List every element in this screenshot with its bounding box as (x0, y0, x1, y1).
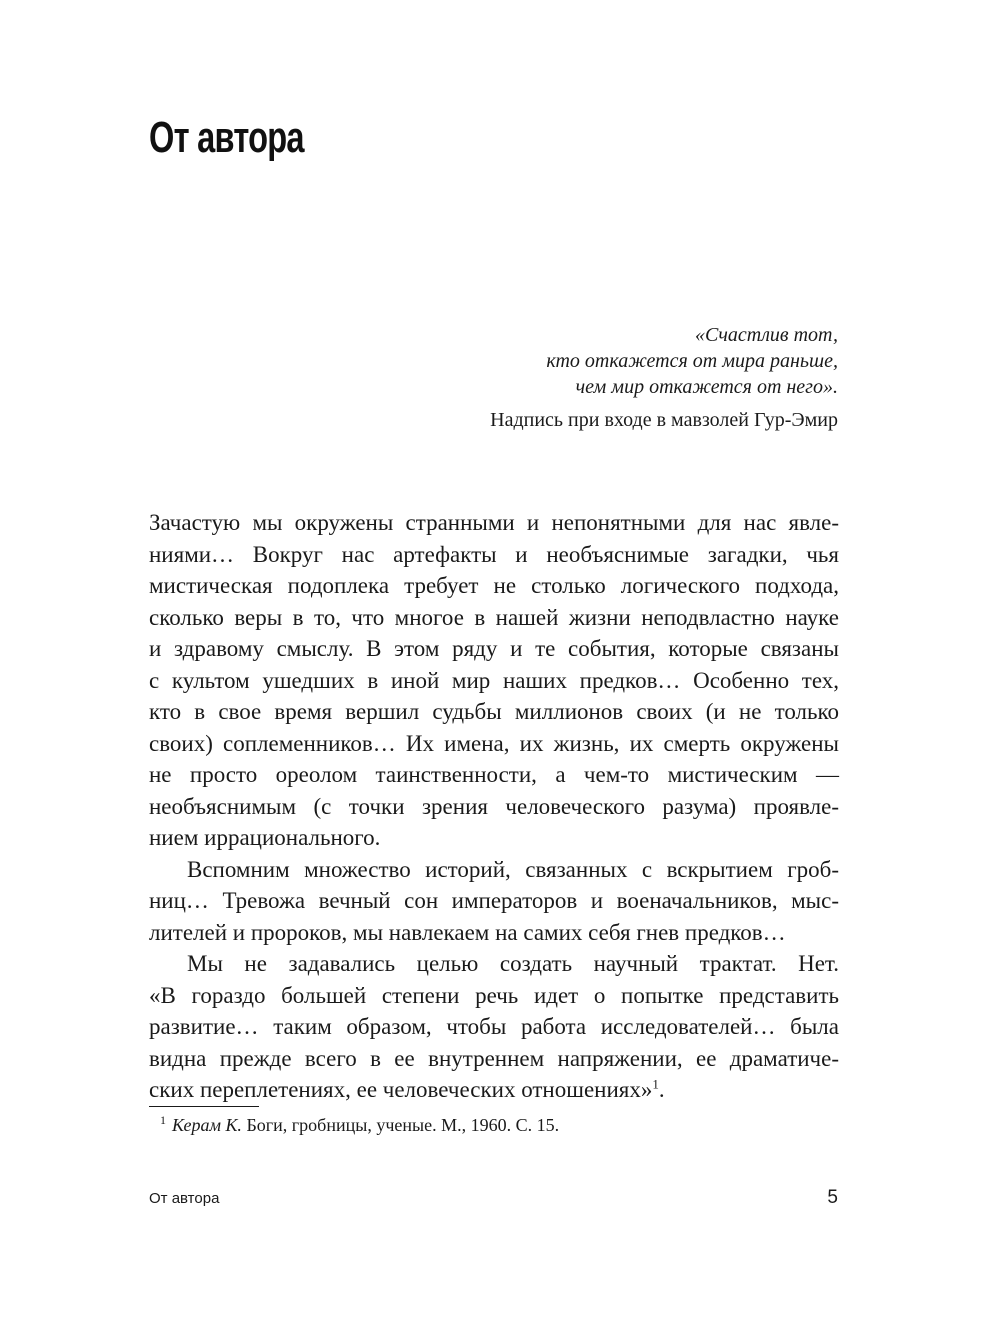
body-line: и здравому смыслу. В этом ряду и те события, которые связаны (149, 636, 839, 661)
body-line: с культом ушедших в иной мир наших предков… Особенно тех, (149, 667, 839, 693)
body-line: ниц… Тревожа вечный сон императоров и военачальников, мыс- (149, 888, 839, 913)
footnote-text: Боги, гробницы, ученые. М., 1960. С. 15. (241, 1115, 560, 1135)
footnote (160, 1113, 559, 1137)
footnote-divider (149, 1106, 259, 1107)
body-line: Вспомним множество историй, связанных с вскрытием гроб- (187, 856, 839, 882)
body-line: Мы не задавались целью создать научный трактат. Нет. (187, 951, 839, 976)
footnote-number: 1 (160, 1113, 166, 1127)
body-line: сколько веры в то, что многое в нашей жизни неподвластно науке (149, 604, 839, 630)
body-line: нием иррационального. (149, 825, 381, 850)
epigraph (338, 322, 838, 433)
epigraph-source: Надпись при входе в мавзолей Гур-Эмир (490, 409, 838, 431)
body-line: развитие… таким образом, чтобы работа исследователей… была (149, 1014, 839, 1039)
body-line: видна прежде всего в ее внутреннем напряжении, ее драматиче- (149, 1045, 839, 1071)
epigraph-line: кто откажется от мира раньше, (546, 350, 838, 372)
body-line: мистическая подоплека требует не столько логического подхода, (149, 573, 839, 598)
body-text (149, 507, 839, 1106)
body-line: ниями… Вокруг нас артефакты и необъяснимые загадки, чья (149, 541, 839, 567)
body-line-final: ских переплетениях, ее человеческих отношениях»$^1$. (149, 1076, 665, 1102)
body-line-text: ских переплетениях, ее человеческих отношениях» (149, 1077, 653, 1102)
body-line: не просто ореолом таинственности, а чем-то мистическим — (149, 762, 839, 787)
footnote-author: Керам К. (172, 1115, 242, 1135)
body-line: необъяснимым (с точки зрения человеческого разума) проявле- (149, 793, 839, 819)
body-line: Зачастую мы окружены странными и непонятными для нас явле- (149, 510, 839, 535)
body-line: лителей и пророков, мы навлекаем на самих себя гнев предков… (149, 919, 786, 945)
page-number: 5 (827, 1187, 838, 1208)
epigraph-line: чем мир откажется от него». (575, 376, 838, 398)
epigraph-line: «Счастлив тот, (695, 324, 838, 346)
body-line: кто в свое время вершил судьбы миллионов своих (и не только (149, 699, 839, 724)
chapter-title: От автора (149, 113, 304, 162)
running-footer: От автора (149, 1190, 220, 1207)
body-line: своих) соплеменников… Их имена, их жизнь, их смерть окружены (149, 730, 839, 756)
body-line: «В гораздо большей степени речь идет о попытке представить (149, 982, 839, 1008)
footnote-reference[interactable]: 1 (652, 1076, 659, 1092)
